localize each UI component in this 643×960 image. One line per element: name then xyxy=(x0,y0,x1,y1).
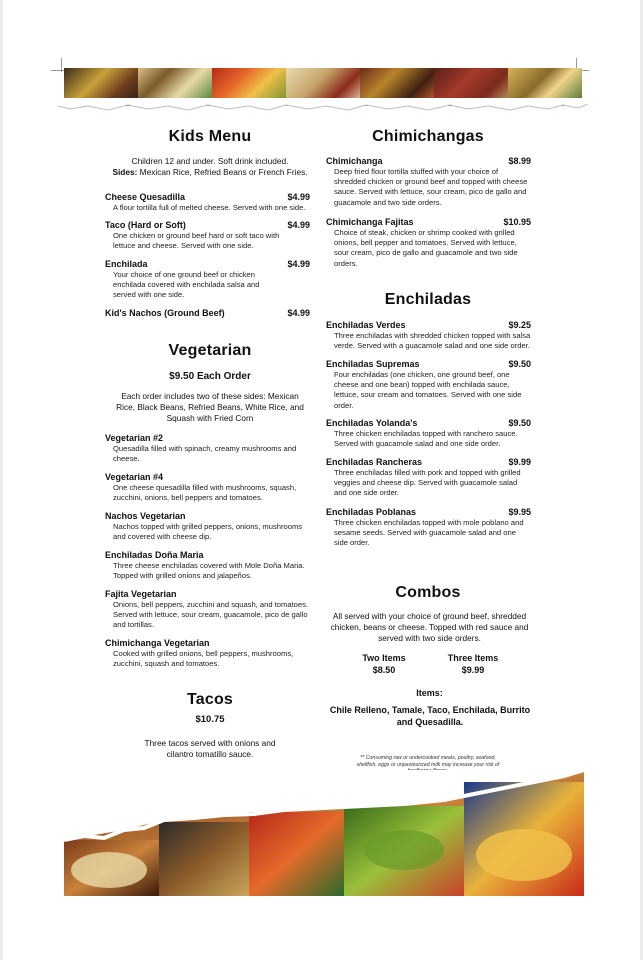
item-desc: One cheese quesadilla filled with mushrooms, squash, zucchini, onions, bell peppers and tomatoes. xyxy=(113,483,297,503)
vegetarian-title: Vegetarian xyxy=(168,342,252,359)
item-name: Cheese Quesadilla xyxy=(105,192,186,202)
bottom-food-banner xyxy=(64,770,584,896)
crop-mark xyxy=(51,70,65,71)
item-name: Nachos Vegetarian xyxy=(105,511,186,521)
menu-item xyxy=(326,217,531,269)
item-price: $4.99 xyxy=(287,192,310,202)
combos-title: Combos xyxy=(395,584,461,601)
menu-page xyxy=(3,0,640,960)
item-name: Enchiladas Poblanas xyxy=(326,507,417,517)
item-name: Enchiladas Verdes xyxy=(326,320,406,330)
item-price: $9.50 xyxy=(508,418,531,428)
item-price: $4.99 xyxy=(287,308,310,318)
item-desc: Four enchiladas (one chicken, one ground beef, one cheese and one bean) topped with enchilada sauce, lettuce, sour cream and tomatoes. Served with one side order. xyxy=(334,370,522,410)
menu-item xyxy=(326,418,531,449)
enchiladas-title: Enchiladas xyxy=(384,291,472,308)
item-price: $9.99 xyxy=(508,457,531,467)
kids-sides-label: Sides: xyxy=(112,167,138,177)
combos-intro: All served with your choice of ground beef, shredded chicken, beans or cheese. Topped with red sauce and served with two side orders. xyxy=(330,611,529,643)
item-price: $8.99 xyxy=(508,156,531,166)
tacos-title: Tacos xyxy=(186,691,234,708)
combos-items-label: Items: xyxy=(416,688,443,698)
kids-sides xyxy=(105,167,315,178)
combo-option xyxy=(433,652,513,676)
item-name: Fajita Vegetarian xyxy=(105,589,177,599)
kids-menu-title: Kids Menu xyxy=(168,128,252,145)
combo-price: $9.99 xyxy=(461,665,485,675)
item-desc: Three cheese enchiladas covered with Mole Doña Maria. Topped with grilled onions and jalapeños. xyxy=(113,561,305,581)
item-price: $9.95 xyxy=(508,507,531,517)
item-desc: Onions, bell peppers, zucchini and squash, and tomatoes. Served with lettuce, sour cream, guacamole, pico de gallo and tortillas. xyxy=(113,600,309,630)
vegetarian-intro: Each order includes two of these sides: Mexican Rice, Black Beans, Refried Beans, White Rice, and Squash with Fried Corn xyxy=(116,391,304,423)
item-name: Enchiladas Yolanda's xyxy=(326,418,418,428)
vegetarian-price: $9.50 Each Order xyxy=(169,371,251,382)
menu-item xyxy=(105,472,310,503)
torn-paper-edge xyxy=(58,98,588,114)
menu-item xyxy=(105,433,310,464)
menu-item xyxy=(105,220,310,251)
item-desc: A flour tortilla full of melted cheese. Served with one side. xyxy=(113,203,306,212)
food-photo xyxy=(249,812,344,896)
kids-sides-text: Mexican Rice, Refried Beans or French Fries. xyxy=(137,167,308,177)
item-name: Chimichanga xyxy=(326,156,383,166)
item-desc: Choice of steak, chicken or shrimp cooked with grilled onions, bell pepper and tomatoes. Served with lettuce, sour cream, pico de gallo and guacamole and two side orders. xyxy=(334,228,518,268)
item-desc: Cooked with grilled onions, bell peppers, mushrooms, zucchini, squash and tomatoes. xyxy=(113,649,294,669)
item-desc: Deep fried flour tortilla stuffed with your choice of shredded chicken or ground beef and topped with cheese sauce. Served with lettuce, sour cream, pico de gallo and guacamole and two side orders. xyxy=(334,167,528,207)
item-desc: Nachos topped with grilled peppers, onions, mushrooms and covered with cheese dip. xyxy=(113,522,303,542)
item-name: Enchiladas Doña Maria xyxy=(105,550,204,560)
item-price: $10.95 xyxy=(503,217,531,227)
item-name: Enchilada xyxy=(105,259,148,269)
item-price: $4.99 xyxy=(287,220,310,230)
combos-items-text: Chile Relleno, Tamale, Taco, Enchilada, Burrito and Quesadilla. xyxy=(329,705,531,727)
item-desc: Three chicken enchiladas topped with ranchero sauce. Served with guacamole salad and one side order. xyxy=(334,429,518,449)
item-price: $9.50 xyxy=(508,359,531,369)
item-desc: Three chicken enchiladas topped with mole poblano and sesame seeds. Served with guacamole salad and one side order. xyxy=(334,518,524,548)
item-name: Enchiladas Supremas xyxy=(326,359,420,369)
tacos-desc: Three tacos served with onions and cilantro tomatillo sauce. xyxy=(144,738,276,759)
item-name: Vegetarian #2 xyxy=(105,433,164,443)
item-desc: Three enchiladas filled with pork and topped with grilled veggies and cheese dip. Served with guacamole salad and one side order. xyxy=(334,468,521,498)
item-desc: Your choice of one ground beef or chicken enchilada covered with enchilada salsa and served with one side. xyxy=(113,270,260,300)
combo-option xyxy=(349,652,419,676)
menu-item xyxy=(326,507,531,549)
item-price: $4.99 xyxy=(287,259,310,269)
menu-item xyxy=(105,511,310,542)
menu-item xyxy=(105,308,310,319)
food-safety-disclaimer: ** Consuming raw or undercooked meats, poultry, seafood, shellfish, eggs or unpasteurized milk may increase your risk of xyxy=(356,755,500,768)
item-name: Chimichanga Fajitas xyxy=(326,217,414,227)
menu-item xyxy=(326,359,531,411)
kids-intro-text: Children 12 and under. Soft drink included. xyxy=(131,156,289,166)
menu-item xyxy=(326,320,531,351)
menu-item xyxy=(105,192,310,213)
item-name: Taco (Hard or Soft) xyxy=(105,220,186,230)
combo-label: Three Items xyxy=(447,653,499,663)
item-name: Vegetarian #4 xyxy=(105,472,164,482)
item-desc: One chicken or ground beef hard or soft taco with lettuce and cheese. Served with one side. xyxy=(113,231,280,251)
menu-item xyxy=(105,638,310,669)
item-price: $9.25 xyxy=(508,320,531,330)
item-desc: Three enchiladas with shredded chicken topped with salsa verde. Served with a guacamole salad and one side order. xyxy=(334,331,531,351)
item-name: Enchiladas Rancheras xyxy=(326,457,423,467)
kids-intro xyxy=(105,156,315,178)
combo-price: $8.50 xyxy=(372,665,396,675)
item-desc: Quesadilla filled with spinach, creamy mushrooms and cheese. xyxy=(113,444,297,464)
food-photo xyxy=(159,822,249,896)
menu-item xyxy=(326,457,531,499)
menu-item xyxy=(326,156,531,208)
item-name: Kid's Nachos (Ground Beef) xyxy=(105,308,225,318)
tacos-price: $10.75 xyxy=(195,714,225,725)
combo-label: Two Items xyxy=(362,653,406,663)
item-name: Chimichanga Vegetarian xyxy=(105,638,210,648)
menu-item xyxy=(105,550,310,581)
chimichangas-title: Chimichangas xyxy=(372,128,484,145)
menu-item xyxy=(105,589,310,631)
menu-item xyxy=(105,259,310,301)
